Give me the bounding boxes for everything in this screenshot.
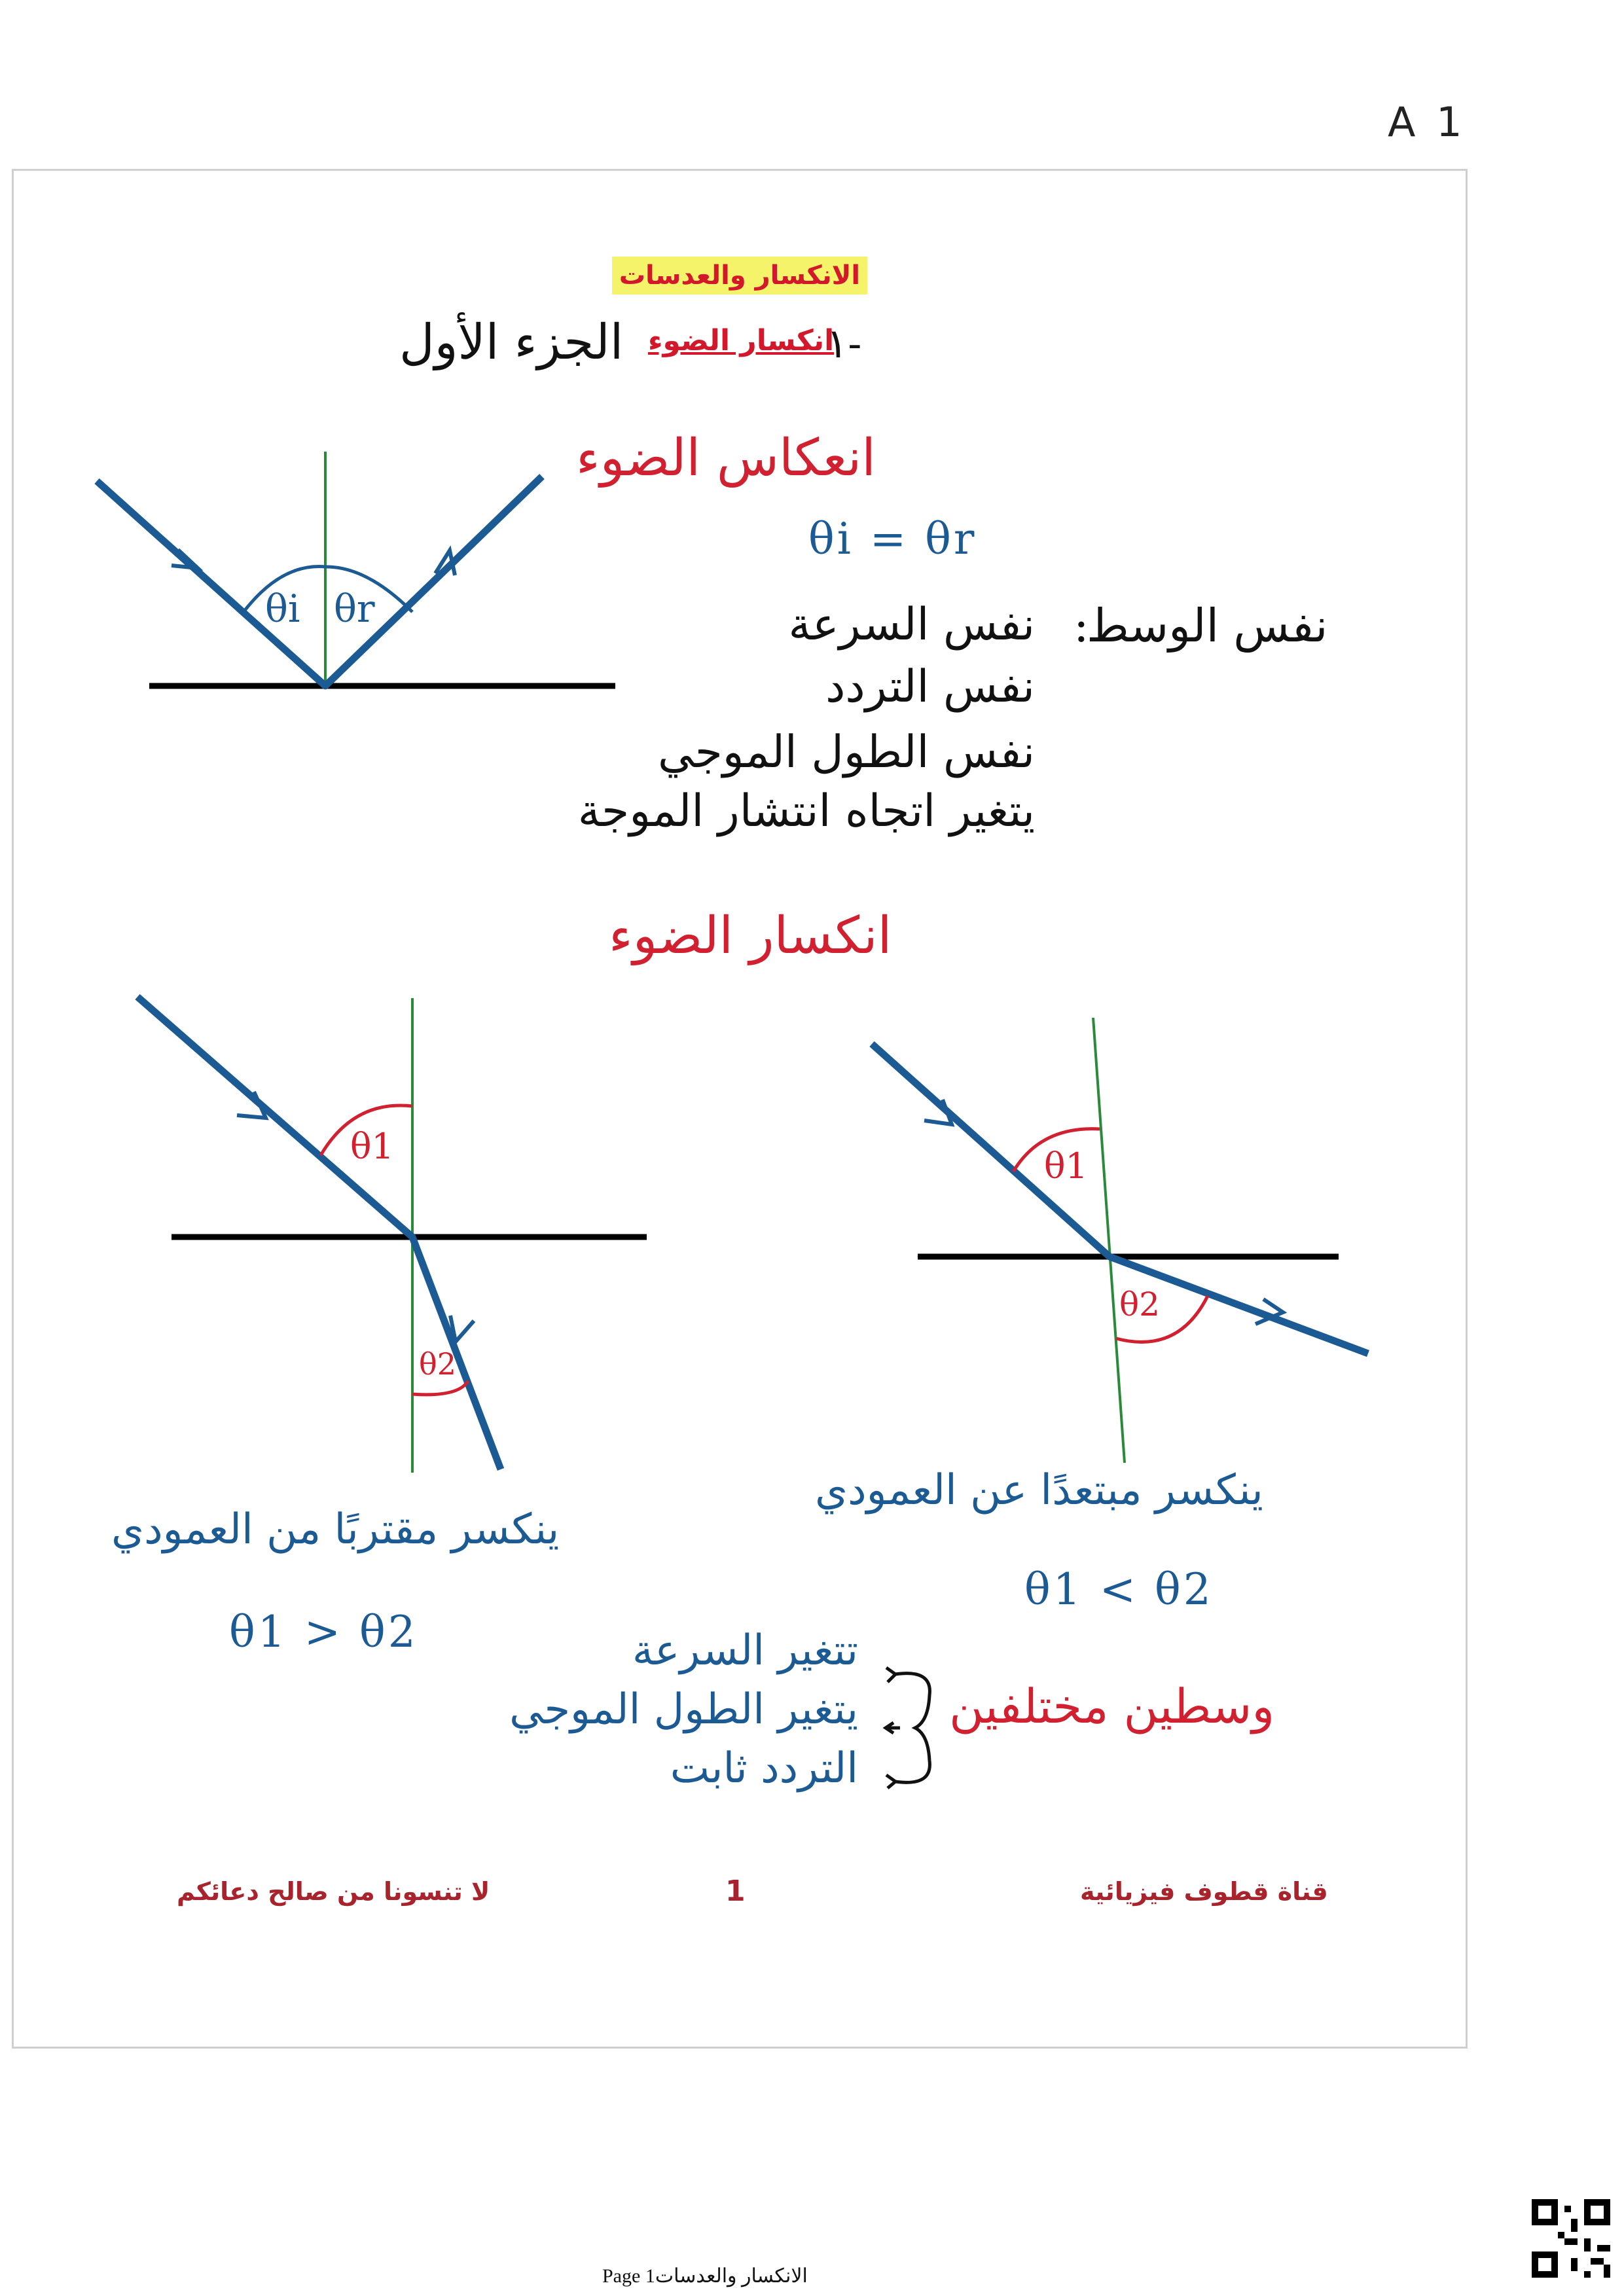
footer-left: لا تنسونا من صالح دعائكم bbox=[177, 1877, 490, 1906]
caption-left: ينكسر مقتربًا من العمودي bbox=[111, 1505, 560, 1554]
same-medium-label: نفس الوسط bbox=[1087, 599, 1328, 653]
left-angle-label-1: θ1 bbox=[350, 1126, 394, 1167]
left-angle-arc-2 bbox=[412, 1381, 468, 1395]
two-media-label: وسطين مختلفين bbox=[949, 1679, 1275, 1734]
right-angle-label-1: θ1 bbox=[1044, 1145, 1088, 1187]
difference-item: تتغير السرعة bbox=[632, 1626, 858, 1675]
section-number: ١- bbox=[826, 319, 862, 367]
reflection-diagram bbox=[97, 452, 615, 686]
footer-right: قناة قطوف فيزيائية bbox=[1080, 1877, 1328, 1906]
brace-arrow-icon bbox=[886, 1775, 895, 1788]
section-title: انكسار الضوء bbox=[648, 324, 835, 357]
angle-label-incident: θi bbox=[265, 586, 300, 631]
left-refracted-arrow-icon bbox=[450, 1316, 474, 1342]
footer-page-number: 1 bbox=[725, 1874, 746, 1908]
reflection-heading: انعكاس الضوء bbox=[576, 429, 876, 488]
page-label: A 1 bbox=[1388, 98, 1466, 146]
property-item: نفس السرعة bbox=[788, 599, 1035, 651]
page-footer: الانكسار والعدسات1 Page bbox=[602, 2265, 808, 2287]
caption-right: ينكسر مبتعدًا عن العمودي bbox=[815, 1466, 1263, 1515]
reflection-ray bbox=[97, 476, 542, 686]
brace-arrow-icon bbox=[886, 1668, 895, 1682]
same-medium-colon: : bbox=[1074, 599, 1089, 653]
right-normal bbox=[1093, 1018, 1125, 1463]
curly-brace-icon bbox=[895, 1674, 929, 1783]
refraction-diagram-left bbox=[137, 997, 647, 1473]
inequality-left: θ1 > θ2 bbox=[229, 1607, 418, 1657]
inequality-right: θ1 < θ2 bbox=[1024, 1564, 1214, 1615]
refraction-heading: انكسار الضوء bbox=[609, 906, 892, 965]
qr-code-icon bbox=[1532, 2199, 1610, 2278]
document-title: الانكسار والعدسات bbox=[619, 260, 861, 291]
right-angle-label-2: θ2 bbox=[1119, 1285, 1160, 1323]
difference-item: يتغير الطول الموجي bbox=[509, 1685, 858, 1734]
difference-item: التردد ثابت bbox=[670, 1744, 858, 1793]
part-label: الجزء الأول bbox=[399, 314, 624, 370]
left-angle-label-2: θ2 bbox=[419, 1346, 456, 1382]
reflection-law: θi = θr bbox=[808, 514, 977, 564]
angle-label-reflected: θr bbox=[334, 586, 375, 631]
brace-arrow-icon bbox=[886, 1723, 900, 1733]
property-item: يتغير اتجاه انتشار الموجة bbox=[577, 785, 1035, 837]
property-item: نفس التردد bbox=[825, 661, 1035, 713]
left-ray bbox=[137, 997, 501, 1469]
property-item: نفس الطول الموجي bbox=[658, 726, 1035, 778]
refraction-diagram-right bbox=[872, 1018, 1368, 1463]
